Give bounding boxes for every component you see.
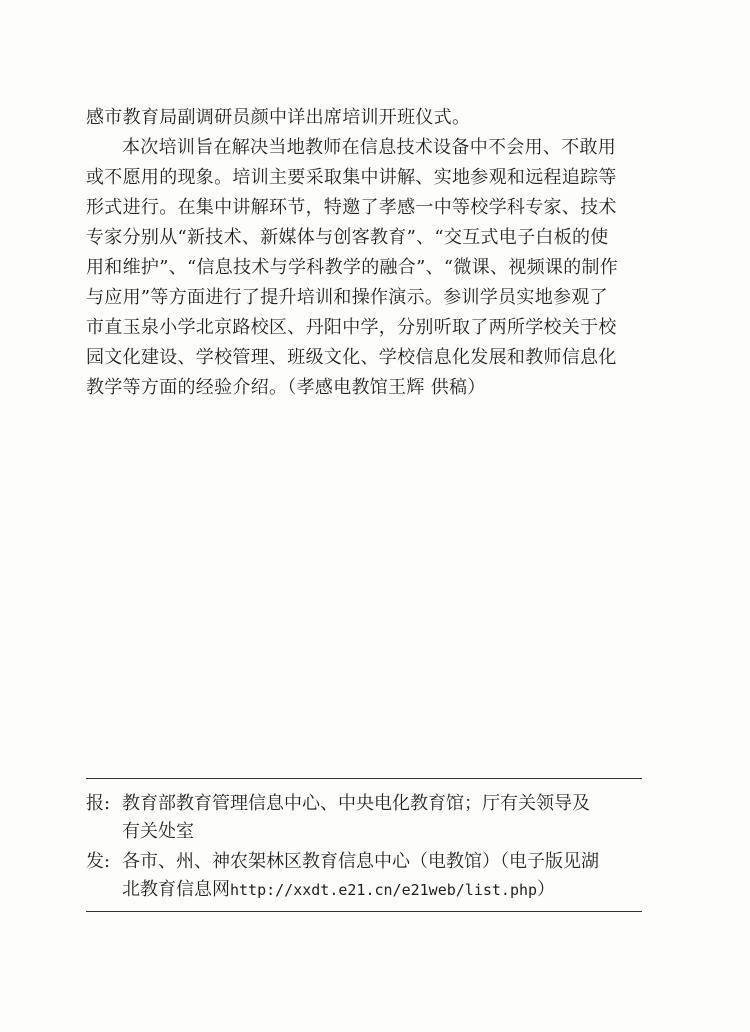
- body-line-6: 用和维护”、“信息技术与学科教学的融合”、“微课、视频课的制作: [86, 257, 619, 278]
- body-line-3: 或不愿用的现象。培训主要采取集中讲解、实地参观和远程追踪等: [86, 167, 617, 188]
- report-to-line-1: 教育部教育管理信息中心、中央电化教育馆；厅有关领导及: [122, 793, 590, 814]
- body-line-8: 市直玉泉小学北京路校区、丹阳中学，分别听取了两所学校关于校: [86, 317, 617, 338]
- send-to-label: 发:: [86, 851, 111, 872]
- send-to-line-2: [122, 876, 555, 904]
- send-to-row: [86, 848, 122, 876]
- body-line-4: 形式进行。在集中讲解环节，特邀了孝感一中等校学科专家、技术: [86, 197, 617, 218]
- footer-top-rule: [86, 778, 642, 779]
- report-to-line-2: 有关处室: [122, 821, 194, 842]
- send-to-line-2-suffix: ）: [537, 879, 556, 900]
- send-to-line-2-prefix: 北教育信息网: [122, 879, 230, 900]
- body-line-7: 与应用”等方面进行了提升培训和操作演示。参训学员实地参观了: [86, 287, 608, 308]
- send-to-line-1: 各市、州、神农架林区教育信息中心（电教馆）（电子版见湖: [122, 851, 599, 872]
- website-url: http://xxdt.e21.cn/e21web/list.php: [230, 881, 538, 899]
- footer-bottom-rule: [86, 911, 642, 912]
- body-line-2: 本次培训旨在解决当地教师在信息技术设备中不会用、不敢用: [122, 137, 617, 158]
- distribution-footer: [86, 778, 642, 913]
- report-to-label: 报:: [86, 793, 111, 814]
- body-text: [86, 103, 676, 403]
- body-line-1: 感市教育局副调研员颜中详出席培训开班仪式。: [86, 107, 471, 128]
- body-line-5: 专家分别从“新技术、新媒体与创客教育”、“交互式电子白板的使: [86, 227, 609, 248]
- report-to-row: [86, 790, 122, 818]
- body-line-10: 教学等方面的经验介绍。（孝感电教馆王辉 供稿）: [86, 377, 486, 398]
- body-line-9: 园文化建设、学校管理、班级文化、学校信息化发展和教师信息化: [86, 347, 617, 368]
